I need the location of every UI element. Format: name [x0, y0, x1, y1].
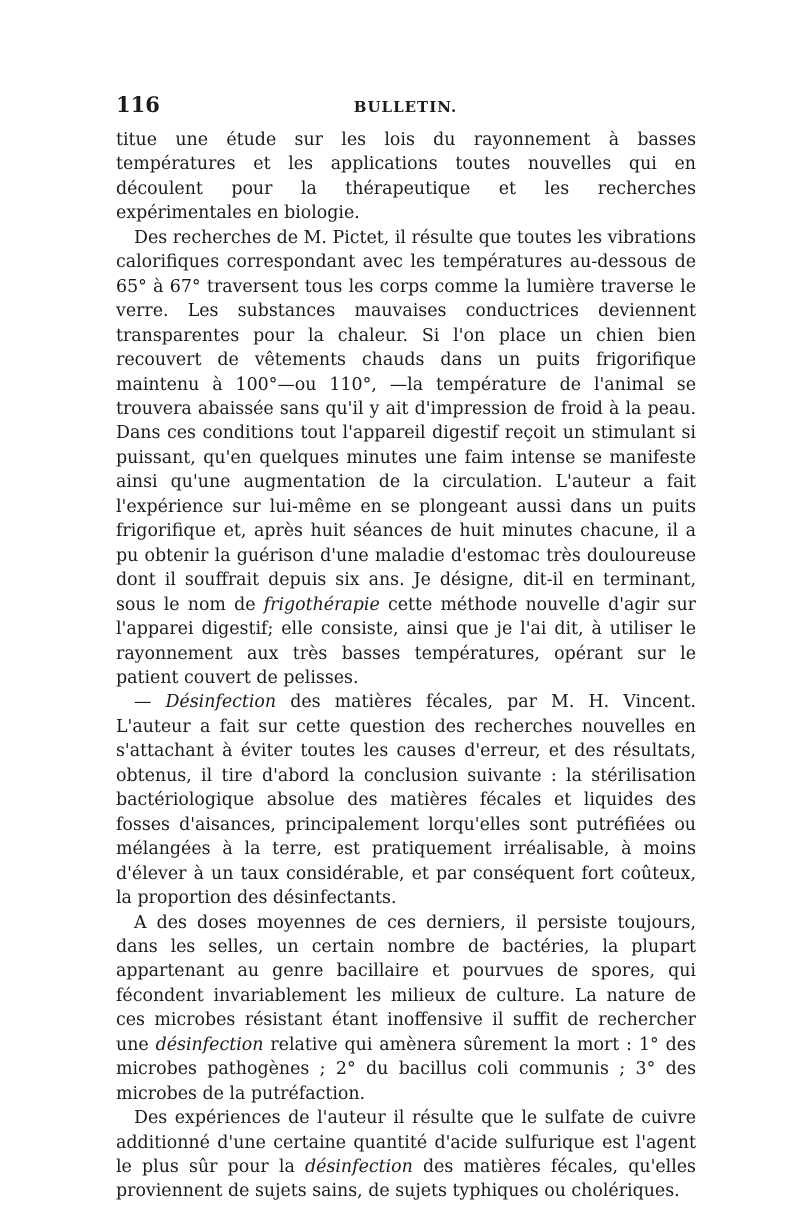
- paragraph-5-continuation: des matières fécales, qu'elles proviennent de sujets sains, de sujets typhiques ou cholériques.: [116, 1157, 696, 1202]
- section-title-desinfection: Désinfection: [165, 692, 277, 713]
- paragraph-2-text: Des recherches de M. Pictet, il résulte que toutes les vibrations calorifiques correspondant avec les températures au-dessous de 65° à 67° traversent tous les corps comme la lumière traverse le verre. Les substances mauvaises conductrices deviennent transparentes pour la chaleur. Si l'on place un chien bien recouvert de vêtements chauds dans un puits frigorifique maintenu à 100°—ou 110°, —la température de l'animal se trouvera abaissée sans qu'il y ait d'impression de froid à la peau. Dans ces conditions tout l'appareil digestif reçoit un stimulant si puissant, qu'en quelques minutes une faim intense se manifeste ainsi qu'une augmentation de la circulation. L'auteur a fait l'expérience sur lui-même en se plongeant aussi dans un puits frigorifique et, après huit séances de huit minutes chacune, il a pu obtenir la guérison d'une maladie d'estomac très douloureuse dont il souffrait depuis six ans. Je désigne, dit-il en terminant, sous le nom de: [116, 227, 696, 615]
- paragraph-5-text: Des expériences de l'auteur il résulte que le sulfate de cuivre additionné d'une certaine quantité d'acide sulfurique est l'agent le plus sûr pour la: [116, 1108, 696, 1178]
- body-text: [116, 128, 696, 1204]
- paragraph-2: [116, 226, 696, 691]
- paragraph-4-continuation: relative qui amènera sûrement la mort : 1° des microbes pathogènes ; 2° du bacillus coli communis ; 3° des microbes de la putréfaction.: [116, 1034, 696, 1104]
- term-desinfection-2: désinfection: [305, 1157, 413, 1178]
- paragraph-1: [116, 128, 696, 226]
- term-desinfection: désinfection: [155, 1034, 264, 1055]
- paragraph-5: [116, 1106, 696, 1204]
- paragraph-4-text: A des doses moyennes de ces derniers, il persiste toujours, dans les selles, un certain nombre de bactéries, la plupart appartenant au genre bacillaire et pourvues de spores, qui fécondent invariablement les milieux de culture. La nature de ces microbes résistant étant inoffensive il suffit de rechercher une: [116, 912, 696, 1055]
- paragraph-1-text: titue une étude sur les lois du rayonnement à basses températures et les applications toutes nouvelles qui en découlent pour la thérapeutique et les recherches expérimentales en biologie.: [116, 130, 696, 224]
- paragraph-3: [116, 690, 696, 910]
- paragraph-3-text: des matières fécales, par M. H. Vincent. L'auteur a fait sur cette question des recherches nouvelles en s'attachant à éviter toutes les causes d'erreur, et des résultats, obtenus, il tire d'abord la conclusion suivante : la stérilisation bactériologique absolue des matières fécales et liquides des fosses d'aisances, principalement lorqu'elles sont putréfiées ou mélangées à la terre, est pratiquement irréalisable, à moins d'élever à un taux considérable, et par conséquent fort coûteux, la proportion des désinfectants.: [116, 692, 697, 909]
- page-number: 116: [116, 92, 160, 117]
- em-dash: —: [134, 692, 152, 713]
- running-title: BULLETIN.: [353, 98, 458, 116]
- term-frigotherapie: frigothérapie: [263, 594, 380, 615]
- paragraph-2-continuation: cette méthode nouvelle d'agir sur l'apparei digestif; elle consiste, ainsi que je l'ai dit, à utiliser le rayonnement aux très basses températures, opérant sur le patient couvert de pelisses.: [116, 594, 696, 688]
- page-header: [116, 92, 695, 122]
- paragraph-4: [116, 911, 696, 1107]
